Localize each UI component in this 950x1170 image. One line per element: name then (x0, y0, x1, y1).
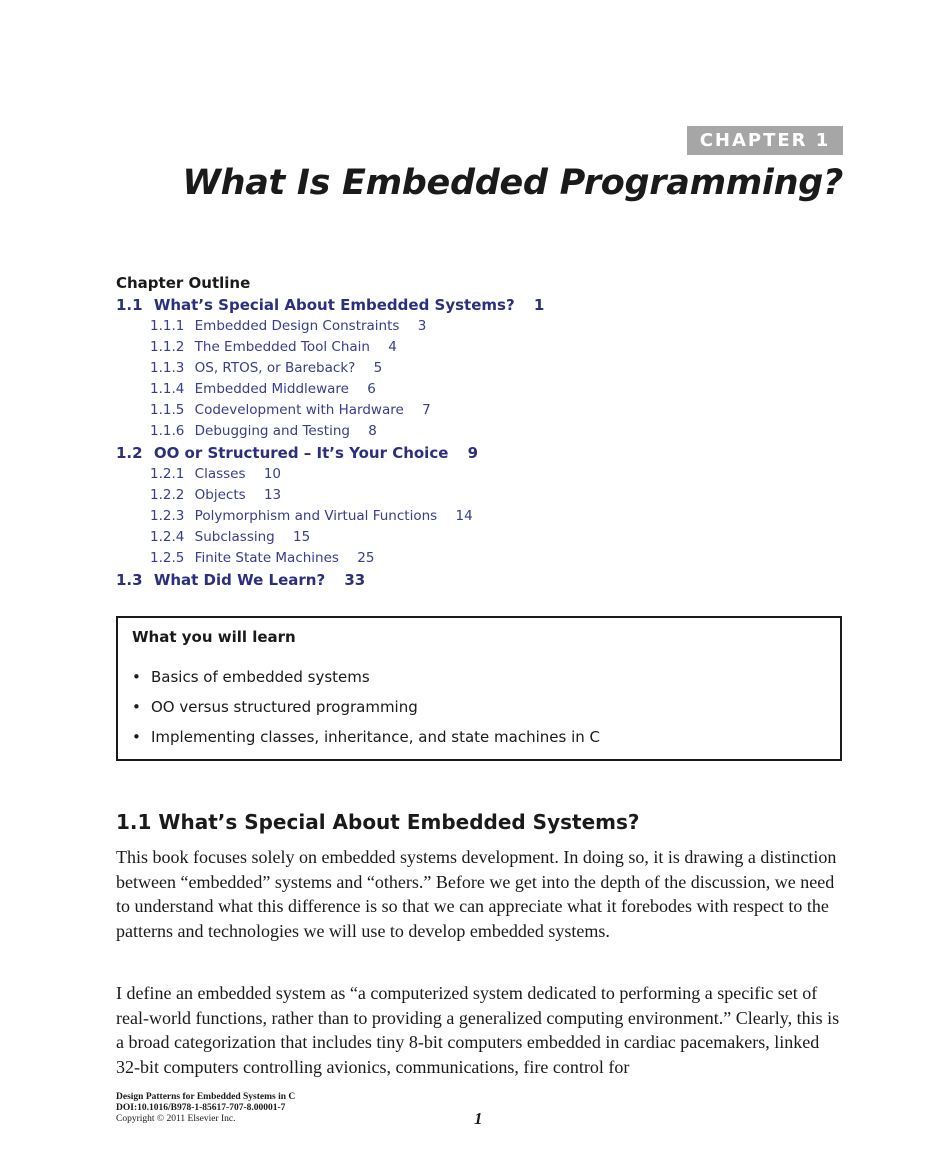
toc-number: 1.1 (116, 296, 143, 314)
toc-page: 7 (422, 402, 431, 418)
bullet-icon: • (132, 728, 141, 746)
toc-subsection-1-2-4[interactable] (116, 527, 716, 548)
toc-page: 25 (357, 550, 375, 566)
learn-box-title: What you will learn (132, 628, 296, 646)
toc-number: 1.1.5 (150, 402, 185, 418)
toc-subsection-1-2-1[interactable] (116, 464, 716, 485)
toc-title: Classes (194, 466, 246, 482)
toc-section-1-3[interactable] (116, 569, 716, 591)
footer-copyright: Copyright © 2011 Elsevier Inc. (116, 1114, 236, 1124)
toc-page: 3 (417, 318, 427, 334)
bullet-icon: • (132, 698, 141, 716)
toc-page: 4 (388, 339, 397, 355)
learn-list (132, 666, 600, 756)
chapter-outline (116, 272, 716, 591)
toc-subsection-1-1-2[interactable] (116, 337, 716, 358)
toc-page: 10 (263, 466, 281, 482)
toc-page: 6 (367, 381, 376, 397)
toc-subsection-1-1-1[interactable] (116, 316, 716, 337)
list-item (132, 696, 600, 726)
list-item-text: Implementing classes, inheritance, and state machines in C (151, 728, 601, 746)
bullet-icon: • (132, 668, 141, 686)
toc-subsection-1-2-3[interactable] (116, 506, 716, 527)
toc-subsection-1-1-5[interactable] (116, 400, 716, 421)
toc-page: 5 (373, 360, 383, 376)
toc-title: Debugging and Testing (194, 423, 350, 439)
toc-section-1-2[interactable] (116, 442, 716, 464)
toc-title: OO or Structured – It’s Your Choice (153, 444, 449, 462)
footer-book-title: Design Patterns for Embedded Systems in C (116, 1092, 296, 1102)
page-number: 1 (474, 1109, 483, 1128)
toc-page: 9 (467, 444, 479, 462)
toc-subsection-1-2-5[interactable] (116, 548, 716, 569)
toc-subsection-1-1-3[interactable] (116, 358, 716, 379)
toc-page: 8 (368, 423, 377, 439)
toc-number: 1.2.4 (150, 529, 185, 545)
toc-number: 1.2.3 (150, 508, 185, 524)
learning-objectives-box (116, 616, 842, 761)
toc-number: 1.2.2 (150, 487, 185, 503)
toc-title: Subclassing (194, 529, 275, 545)
footer-citation (116, 1092, 295, 1125)
toc-title: Embedded Design Constraints (194, 318, 400, 334)
footer-doi: DOI:10.1016/B978-1-85617-707-8.00001-7 (116, 1103, 286, 1113)
toc-title: Finite State Machines (194, 550, 339, 566)
chapter-label: CHAPTER 1 (687, 126, 843, 155)
list-item-text: OO versus structured programming (151, 698, 418, 716)
toc-number: 1.2.5 (150, 550, 185, 566)
list-item-text: Basics of embedded systems (151, 668, 370, 686)
toc-page: 1 (533, 296, 545, 314)
toc-title: Embedded Middleware (194, 381, 349, 397)
toc-title: What’s Special About Embedded Systems? (153, 296, 515, 314)
toc-title: The Embedded Tool Chain (194, 339, 370, 355)
toc-subsection-1-2-2[interactable] (116, 485, 716, 506)
toc-number: 1.1.1 (150, 318, 185, 334)
outline-heading: Chapter Outline (116, 274, 251, 292)
toc-number: 1.2.1 (150, 466, 185, 482)
toc-subsection-1-1-6[interactable] (116, 421, 716, 442)
toc-title: Objects (194, 487, 246, 503)
toc-number: 1.1.3 (150, 360, 185, 376)
toc-title: OS, RTOS, or Bareback? (194, 360, 356, 376)
toc-subsection-1-1-4[interactable] (116, 379, 716, 400)
toc-title: Codevelopment with Hardware (194, 402, 404, 418)
toc-number: 1.1.4 (150, 381, 185, 397)
toc-number: 1.1.2 (150, 339, 185, 355)
toc-section-1-1[interactable] (116, 294, 716, 316)
toc-number: 1.1.6 (150, 423, 185, 439)
body-paragraph: This book focuses solely on embedded systems development. In doing so, it is drawing a distinction between “embedded” systems and “others.” Before we get into the depth of the discussion, we need to understand what this difference is so that we can appreciate what it forebodes with respect to the patterns and technologies we will use to develop embedded systems. (116, 847, 837, 941)
toc-title: Polymorphism and Virtual Functions (194, 508, 438, 524)
toc-number: 1.3 (116, 571, 143, 589)
toc-title: What Did We Learn? (153, 571, 326, 589)
toc-page: 14 (455, 508, 473, 524)
list-item (132, 666, 600, 696)
toc-number: 1.2 (116, 444, 143, 462)
toc-page: 33 (344, 571, 366, 589)
body-paragraph: I define an embedded system as “a computerized system dedicated to performing a specific set of real-world functions, rather than to providing a generalized computing environment.” Clearly, this is a broad categorization that includes tiny 8-bit computers embedded in cardiac pacemakers, linked 32-bit computers controlling avionics, communications, fire control for (116, 983, 840, 1077)
chapter-title: What Is Embedded Programming? (182, 163, 843, 203)
toc-page: 13 (263, 487, 282, 503)
toc-page: 15 (293, 529, 311, 545)
list-item (132, 726, 600, 756)
section-heading: 1.1 What’s Special About Embedded Systems? (116, 810, 640, 834)
